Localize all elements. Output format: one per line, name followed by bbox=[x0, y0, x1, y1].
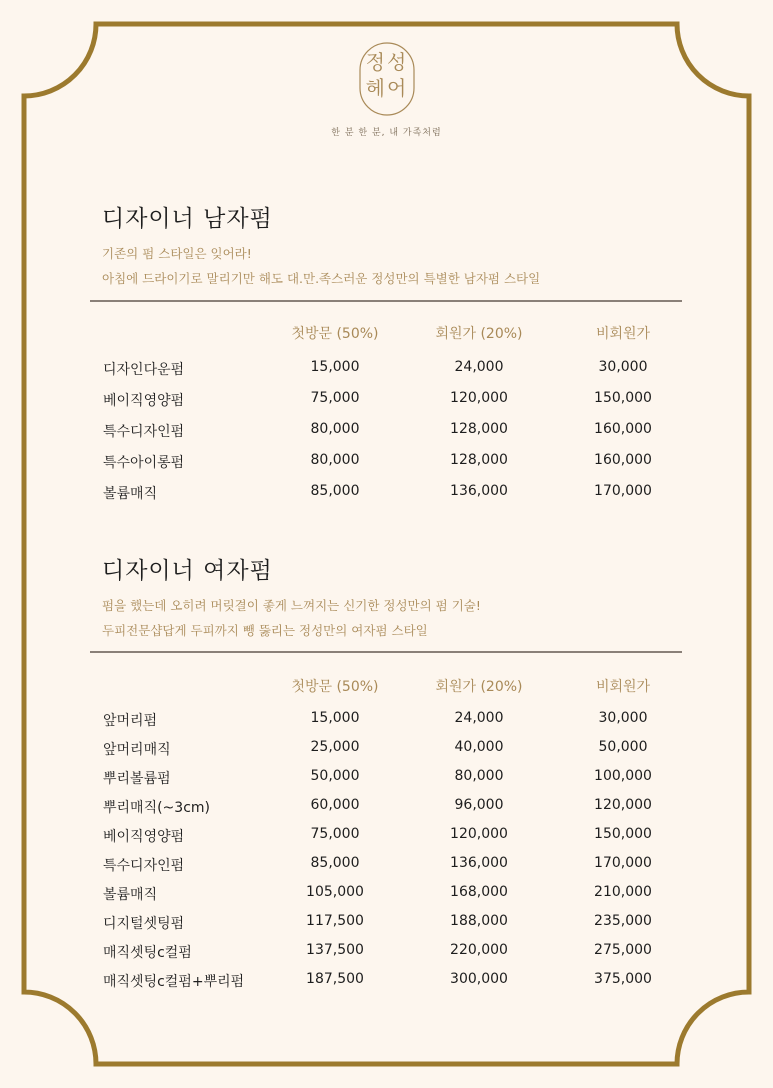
section-desc-line-1: 펌을 했는데 오히려 머릿결이 좋게 느껴지는 신기한 정성만의 펌 기술! bbox=[102, 598, 481, 613]
table-row bbox=[90, 390, 682, 410]
item-name: 베이직영양펌 bbox=[103, 393, 185, 409]
table-row bbox=[90, 452, 682, 472]
price-regular: 150,000 bbox=[594, 390, 652, 406]
price-first-visit: 50,000 bbox=[310, 768, 360, 784]
item-name: 디자인다운펌 bbox=[103, 362, 185, 378]
table-row bbox=[90, 913, 682, 933]
price-regular: 160,000 bbox=[594, 421, 652, 437]
price-member: 24,000 bbox=[454, 359, 504, 375]
price-regular: 375,000 bbox=[594, 971, 652, 987]
col-head-member: 회원가 (20%) bbox=[435, 679, 523, 695]
section-divider bbox=[90, 300, 682, 302]
item-name: 디지털셋팅펌 bbox=[103, 916, 185, 932]
brand-logo bbox=[356, 41, 418, 117]
table-row bbox=[90, 483, 682, 503]
col-head-regular: 비회원가 bbox=[595, 679, 651, 695]
logo-line-1: 정성 bbox=[365, 50, 409, 74]
table-row bbox=[90, 826, 682, 846]
logo-line-2: 헤어 bbox=[365, 76, 409, 100]
price-first-visit: 80,000 bbox=[310, 452, 360, 468]
section-desc-line-1: 기존의 펌 스타일은 잊어라! bbox=[102, 246, 252, 261]
price-regular: 150,000 bbox=[594, 826, 652, 842]
price-first-visit: 187,500 bbox=[306, 971, 364, 987]
price-member: 40,000 bbox=[454, 739, 504, 755]
table-row bbox=[90, 421, 682, 441]
price-regular: 30,000 bbox=[598, 710, 648, 726]
price-member: 96,000 bbox=[454, 797, 504, 813]
item-name: 뿌리매직(~3cm) bbox=[103, 800, 210, 816]
price-regular: 50,000 bbox=[598, 739, 648, 755]
table-row bbox=[90, 768, 682, 788]
price-regular: 120,000 bbox=[594, 797, 652, 813]
section-title: 디자이너 여자펌 bbox=[102, 558, 273, 584]
brand-tagline: 한 분 한 분, 내 가족처럼 bbox=[331, 128, 442, 138]
price-regular: 30,000 bbox=[598, 359, 648, 375]
price-member: 24,000 bbox=[454, 710, 504, 726]
price-first-visit: 137,500 bbox=[306, 942, 364, 958]
section-womens-perm bbox=[90, 550, 682, 1000]
price-member: 136,000 bbox=[450, 855, 508, 871]
item-name: 특수디자인펌 bbox=[103, 424, 185, 440]
section-title: 디자이너 남자펌 bbox=[102, 206, 273, 232]
item-name: 뿌리볼륨펌 bbox=[103, 771, 171, 787]
table-row bbox=[90, 942, 682, 962]
price-regular: 160,000 bbox=[594, 452, 652, 468]
col-head-member: 회원가 (20%) bbox=[435, 326, 523, 342]
price-first-visit: 75,000 bbox=[310, 826, 360, 842]
price-member: 128,000 bbox=[450, 452, 508, 468]
price-first-visit: 15,000 bbox=[310, 359, 360, 375]
item-name: 매직셋팅c컬펌 bbox=[103, 945, 192, 961]
table-row bbox=[90, 710, 682, 730]
price-regular: 210,000 bbox=[594, 884, 652, 900]
price-first-visit: 80,000 bbox=[310, 421, 360, 437]
price-first-visit: 105,000 bbox=[306, 884, 364, 900]
col-head-first-visit: 첫방문 (50%) bbox=[291, 679, 379, 695]
price-member: 220,000 bbox=[450, 942, 508, 958]
price-first-visit: 25,000 bbox=[310, 739, 360, 755]
section-mens-perm bbox=[90, 198, 682, 508]
price-member: 300,000 bbox=[450, 971, 508, 987]
item-name: 볼륨매직 bbox=[103, 887, 158, 903]
price-first-visit: 75,000 bbox=[310, 390, 360, 406]
col-head-first-visit: 첫방문 (50%) bbox=[291, 326, 379, 342]
table-row bbox=[90, 359, 682, 379]
price-member: 120,000 bbox=[450, 826, 508, 842]
price-member: 188,000 bbox=[450, 913, 508, 929]
table-row bbox=[90, 739, 682, 759]
price-first-visit: 15,000 bbox=[310, 710, 360, 726]
item-name: 베이직영양펌 bbox=[103, 829, 185, 845]
section-divider bbox=[90, 651, 682, 653]
price-first-visit: 85,000 bbox=[310, 483, 360, 499]
item-name: 특수디자인펌 bbox=[103, 858, 185, 874]
price-member: 128,000 bbox=[450, 421, 508, 437]
col-head-regular: 비회원가 bbox=[595, 326, 651, 342]
table-row bbox=[90, 855, 682, 875]
section-desc-line-2: 두피전문샵답게 두피까지 뺑 뚫리는 정성만의 여자펌 스타일 bbox=[102, 623, 428, 638]
price-member: 120,000 bbox=[450, 390, 508, 406]
item-name: 앞머리매직 bbox=[103, 742, 171, 758]
price-first-visit: 60,000 bbox=[310, 797, 360, 813]
table-row bbox=[90, 797, 682, 817]
price-first-visit: 85,000 bbox=[310, 855, 360, 871]
price-member: 136,000 bbox=[450, 483, 508, 499]
item-name: 볼륨매직 bbox=[103, 486, 158, 502]
price-regular: 275,000 bbox=[594, 942, 652, 958]
price-regular: 170,000 bbox=[594, 483, 652, 499]
section-desc-line-2: 아침에 드라이기로 말리기만 해도 대.만.족스러운 정성만의 특별한 남자펌 스타일 bbox=[102, 271, 541, 286]
table-row bbox=[90, 971, 682, 991]
price-regular: 100,000 bbox=[594, 768, 652, 784]
table-row bbox=[90, 884, 682, 904]
item-name: 특수아이롱펌 bbox=[103, 455, 185, 471]
price-regular: 170,000 bbox=[594, 855, 652, 871]
price-first-visit: 117,500 bbox=[306, 913, 364, 929]
item-name: 매직셋팅c컬펌+뿌리펌 bbox=[103, 974, 245, 990]
price-member: 80,000 bbox=[454, 768, 504, 784]
price-member: 168,000 bbox=[450, 884, 508, 900]
logo-text bbox=[356, 49, 418, 101]
item-name: 앞머리펌 bbox=[103, 713, 158, 729]
price-regular: 235,000 bbox=[594, 913, 652, 929]
